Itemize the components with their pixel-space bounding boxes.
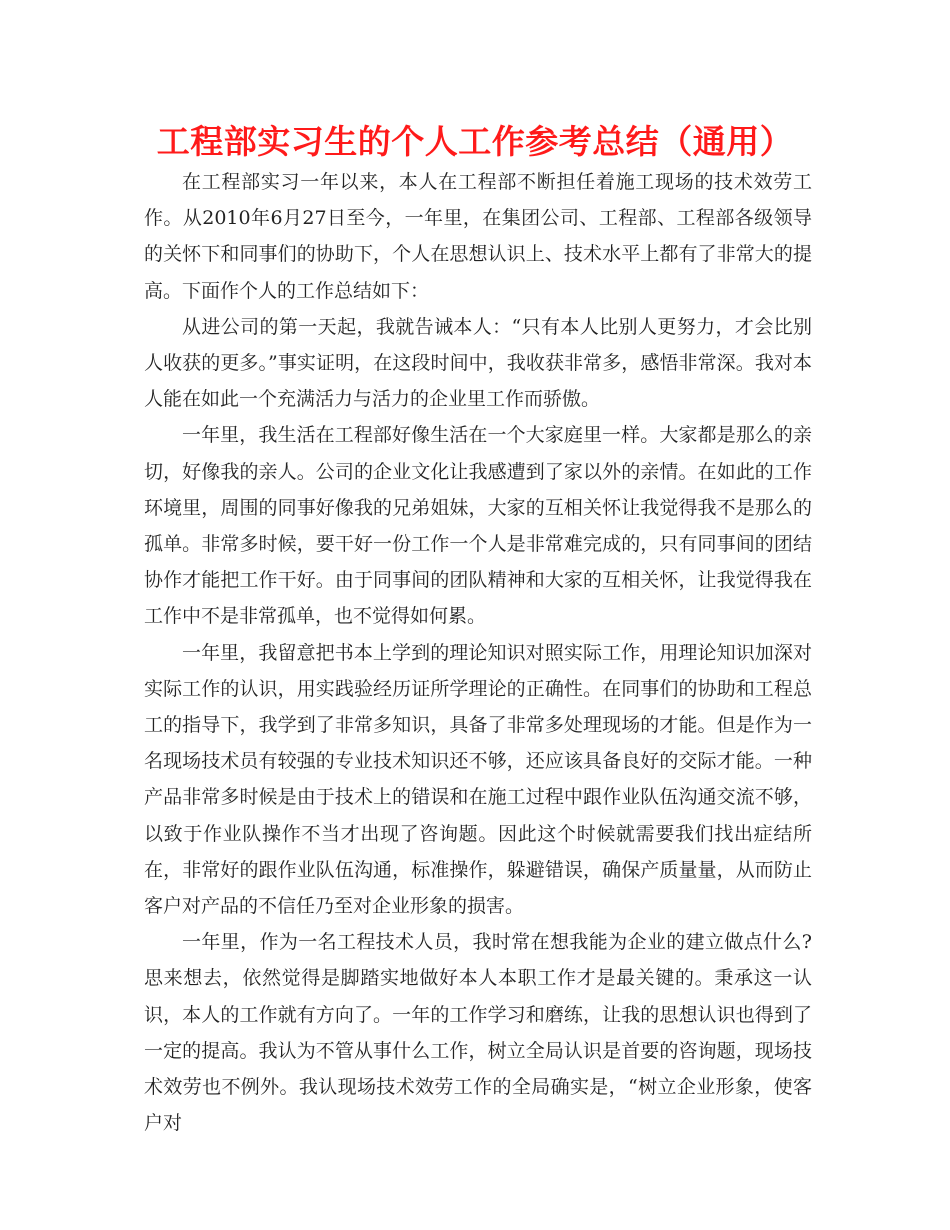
paragraph: 从进公司的第一天起，我就告诫本人：“只有本人比别人更努力，才会比别人收获的更多。”事实证明，在这段时间中，我收获非常多，感悟非常深。我对本人能在如此一个充满活力与活力的企业里工作而骄傲。 — [144, 315, 812, 411]
paragraph: 一年里，作为一名工程技术人员，我时常在想我能为企业的建立做点什么?思来想去，依然觉得是脚踏实地做好本人本职工作才是最关键的。秉承这一认识，本人的工作就有方向了。一年的工作学习和磨练，让我的思想认识也得到了一定的提高。我认为不管从事什么工作，树立全局认识是首要的咨询题，现场技术效劳也不例外。我认现场技术效劳工作的全局确实是，“树立企业形象，使客户对 — [144, 931, 812, 1135]
paragraph: 在工程部实习一年以来，本人在工程部不断担任着施工现场的技术效劳工作。从2010年6月27日至今，一年里，在集团公司、工程部、工程部各级领导的关怀下和同事们的协助下，个人在思想认识上、技术水平上都有了非常大的提高。下面作个人的工作总结如下： — [144, 171, 812, 302]
paragraph: 一年里，我生活在工程部好像生活在一个大家庭里一样。大家都是那么的亲切，好像我的亲人。公司的企业文化让我感遭到了家以外的亲情。在如此的工作环境里，周围的同事好像我的兄弟姐妹，大家的互相关怀让我觉得我不是那么的孤单。非常多时候，要干好一份工作一个人是非常难完成的，只有同事间的团结协作才能把工作干好。由于同事间的团队精神和大家的互相关怀，让我觉得我在工作中不是非常孤单，也不觉得如何累。 — [144, 424, 812, 628]
document-body — [144, 164, 812, 1141]
paragraph: 一年里，我留意把书本上学到的理论知识对照实际工作，用理论知识加深对实际工作的认识，用实践验经历证所学理论的正确性。在同事们的协助和工程总工的指导下，我学到了非常多知识，具备了非常多处理现场的才能。但是作为一名现场技术员有较强的专业技术知识还不够，还应该具备良好的交际才能。一种产品非常多时候是由于技术上的错误和在施工过程中跟作业队伍沟通交流不够，以致于作业队操作不当才出现了咨询题。因此这个时候就需要我们找出症结所在，非常好的跟作业队伍沟通，标准操作，躲避错误，确保产质量量，从而防止客户对产品的不信任乃至对企业形象的损害。 — [144, 641, 812, 918]
document-title: 工程部实习生的个人工作参考总结（通用） — [156, 122, 794, 161]
